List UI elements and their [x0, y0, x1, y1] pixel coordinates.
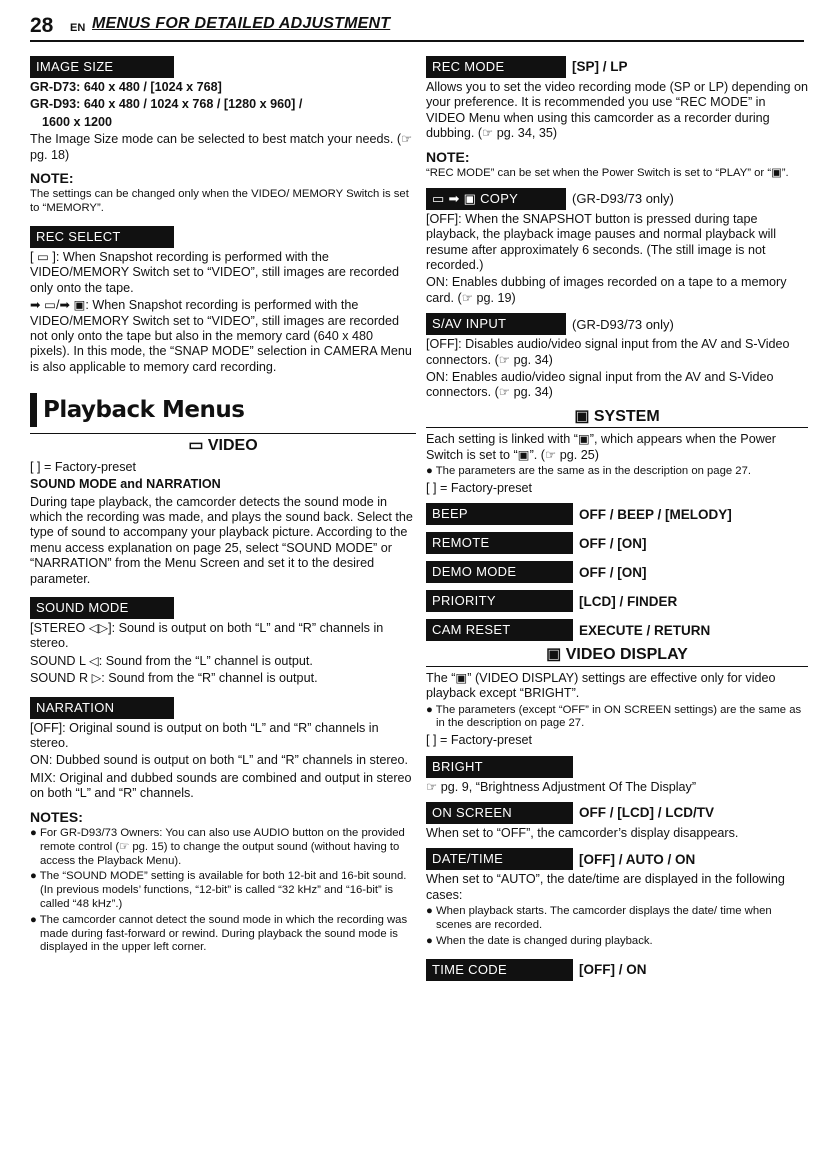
notes-bullet-2: ● The “SOUND MODE” setting is available for both 12-bit and 16-bit sound. (In previous models’ functions, “12-bit” is called “32 kHz” and “16-bit” is called “48 kHz”.) [30, 870, 407, 910]
system-setting-options: EXECUTE / RETURN [579, 622, 711, 638]
system-heading: ▣ SYSTEM [574, 407, 660, 425]
bright-label: BRIGHT [426, 756, 573, 778]
time-code-options: [OFF] / ON [579, 961, 647, 977]
rec-mode-options: [SP] / LP [572, 59, 628, 75]
copy-options: (GR-D93/73 only) [572, 191, 674, 207]
notes-bullet-1: ● For GR-D93/73 Owners: You can also use AUDIO button on the provided remote control (☞ pg. 15) to change the output sound (without having to access the Playback Menu). [30, 827, 405, 867]
divider [30, 433, 416, 434]
sound-mode-label: SOUND MODE [30, 597, 174, 619]
bright-row [426, 756, 808, 778]
system-desc: Each setting is linked with “▣”, which appears when the Power Switch is set to “▣”. (☞ pg. 25) [426, 432, 776, 462]
video-heading: ▭ VIDEO [188, 437, 258, 455]
system-settings-list [426, 503, 808, 641]
image-size-label: IMAGE SIZE [30, 56, 174, 78]
playback-menus-title: Playback Menus [43, 396, 245, 423]
video-display-desc: The “▣” (VIDEO DISPLAY) settings are effective only for video playback except “BRIGHT”. [426, 670, 776, 701]
time-code-label: TIME CODE [426, 959, 573, 981]
video-display-divider [426, 666, 808, 667]
rec-mode-note-head: NOTE: [426, 148, 470, 165]
system-setting-row [426, 503, 808, 525]
video-display-factory: [ ] = Factory-preset [426, 733, 533, 748]
sound-mode-stereo: [STEREO ◁▷]: Sound is output on both “L” and “R” channels in stereo. [30, 620, 384, 651]
rec-select-p2: ➡ ▭/➡ ▣: When Snapshot recording is performed with the VIDEO/MEMORY Switch set to “VIDEO”, still images are recorded not only onto the tape but also in the memory card (640 x 480 pixels). In this mode, the “SNAP MODE” selection in CAMERA Menu is also applicable to memory card recording. [30, 298, 412, 374]
playback-menus-heading [30, 393, 416, 427]
date-time-label: DATE/TIME [426, 848, 573, 870]
date-time-bullet-1: ● When playback starts. The camcorder displays the date/ time when scenes are recorded. [426, 905, 772, 931]
rec-mode-note: “REC MODE” can be set when the Power Switch is set to “PLAY” or “▣”. [426, 167, 789, 180]
system-setting-label: CAM RESET [426, 619, 573, 641]
system-setting-label: REMOTE [426, 532, 573, 554]
rec-mode-row [426, 56, 808, 78]
on-screen-options: OFF / [LCD] / LCD/TV [579, 805, 714, 821]
system-factory: [ ] = Factory-preset [426, 480, 533, 495]
image-size-note: The settings can be changed only when the VIDEO/ MEMORY Switch is set to “MEMORY”. [30, 188, 409, 215]
notes-heading: NOTES: [30, 808, 83, 825]
system-setting-options: OFF / BEEP / [MELODY] [579, 506, 732, 522]
image-size-line1: GR-D73: 640 x 480 / [1024 x 768] [30, 80, 222, 94]
date-time-row [426, 848, 808, 870]
narration-on: ON: Dubbed sound is output on both “L” and “R” channels in stereo. [30, 753, 409, 768]
system-setting-label: PRIORITY [426, 590, 573, 612]
system-setting-row [426, 532, 808, 554]
left-column [30, 56, 416, 957]
rec-mode-desc: Allows you to set the video recording mode (SP or LP) depending on your preference. It is recommended you use “REC MODE” in VIDEO Menu when using this camcorder as a recorder during dubbing. (☞ pg. 34, 35) [426, 80, 809, 141]
date-time-options: [OFF] / AUTO / ON [579, 851, 696, 867]
image-size-line2: GR-D93: 640 x 480 / 1024 x 768 / [1280 x 960] / [30, 97, 303, 112]
narration-mix: MIX: Original and dubbed sounds are combined and output in stereo on both “L” and “R” channels. [30, 770, 412, 801]
copy-row [426, 188, 808, 210]
page-number: 28 [30, 14, 54, 37]
sav-input-off: [OFF]: Disables audio/video signal input from the AV and S-Video connectors. (☞ pg. 34) [426, 337, 790, 367]
system-setting-options: OFF / [ON] [579, 535, 647, 551]
copy-off: [OFF]: When the SNAPSHOT button is pressed during tape playback, the playback image pauses and normal playback will resume after approximately 6 seconds. (The still image is not recorded.) [426, 211, 777, 273]
sav-input-options: (GR-D93/73 only) [572, 316, 674, 332]
system-bullet: ● The parameters are the same as in the description on page 27. [426, 465, 752, 478]
narration-off: [OFF]: Original sound is output on both “L” and “R” channels in stereo. [30, 720, 379, 750]
sound-narration-desc: During tape playback, the camcorder detects the sound mode in which the recording was made, and plays the sound back. Select the type of sound to accompany your playback picture. According to the menu access explanation on page 25, select “SOUND MODE” or “NARRATION” from the Menu Screen and set it to the desired parameter. [30, 494, 413, 586]
image-size-note-head: NOTE: [30, 170, 74, 187]
rec-select-label: REC SELECT [30, 226, 174, 248]
date-time-bullet-2: ● When the date is changed during playback. [426, 934, 653, 947]
time-code-row [426, 959, 808, 981]
right-column [426, 56, 808, 981]
system-setting-label: BEEP [426, 503, 573, 525]
rec-mode-label: REC MODE [426, 56, 566, 78]
notes-bullet-3: ● The camcorder cannot detect the sound mode in which the recording was made during fast-forward or rewind. During playback the sound mode is displayed in the upper left corner. [30, 913, 408, 954]
sound-mode-r: SOUND R ▷: Sound from the “R” channel is output. [30, 671, 318, 686]
sav-input-row [426, 313, 808, 335]
system-setting-row [426, 561, 808, 583]
copy-label: ▭ ➡ ▣ COPY [426, 188, 566, 210]
on-screen-row [426, 802, 808, 824]
factory-preset-note: [ ] = Factory-preset [30, 459, 137, 474]
sav-input-on: ON: Enables audio/video signal input from the AV and S-Video connectors. (☞ pg. 34) [426, 370, 774, 400]
system-setting-options: [LCD] / FINDER [579, 593, 678, 609]
image-size-line3: 1600 x 1200 [42, 114, 113, 129]
bright-desc: ☞ pg. 9, “Brightness Adjustment Of The Display” [426, 779, 697, 794]
section-marker [30, 393, 37, 427]
system-setting-label: DEMO MODE [426, 561, 573, 583]
system-setting-row [426, 619, 808, 641]
image-size-desc: The Image Size mode can be selected to best match your needs. (☞ pg. 18) [30, 132, 413, 162]
narration-label: NARRATION [30, 697, 174, 719]
sound-mode-l: SOUND L ◁: Sound from the “L” channel is output. [30, 653, 313, 668]
system-setting-row [426, 590, 808, 612]
sav-input-label: S/AV INPUT [426, 313, 566, 335]
page-header [30, 14, 804, 42]
system-setting-options: OFF / [ON] [579, 564, 647, 580]
page-title: MENUS FOR DETAILED ADJUSTMENT [92, 15, 391, 32]
language-code: EN [70, 22, 86, 34]
on-screen-label: ON SCREEN [426, 802, 573, 824]
on-screen-desc: When set to “OFF”, the camcorder’s display disappears. [426, 825, 739, 840]
video-display-heading: ▣ VIDEO DISPLAY [546, 646, 688, 664]
sound-narration-heading: SOUND MODE and NARRATION [30, 477, 221, 492]
video-display-bullet: ● The parameters (except “OFF” in ON SCREEN settings) are the same as in the description on page 27. [426, 703, 802, 730]
system-divider [426, 427, 808, 428]
date-time-desc: When set to “AUTO”, the date/time are displayed in the following cases: [426, 872, 785, 902]
copy-on: ON: Enables dubbing of images recorded on a tape to a memory card. (☞ pg. 19) [426, 275, 787, 305]
rec-select-p1: [ ▭ ]: When Snapshot recording is performed with the VIDEO/MEMORY Switch set to “VIDEO”, still images are recorded only onto the tape. [30, 250, 400, 295]
